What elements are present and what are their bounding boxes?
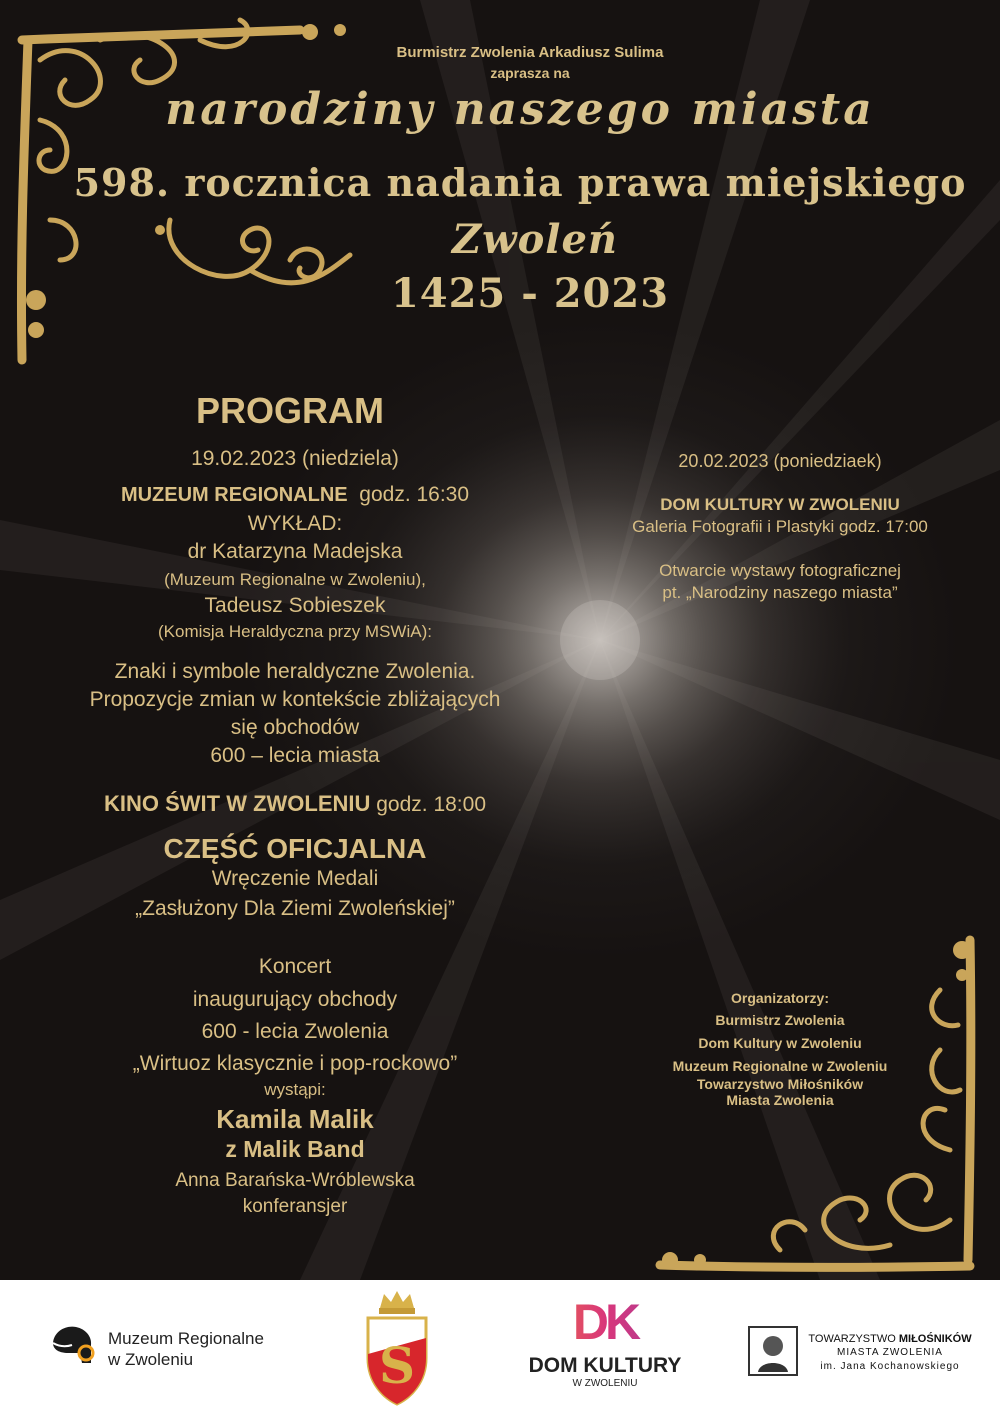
organizers: [620, 988, 940, 1108]
concert-line4: „Wirtuoz klasycznie i pop-rockowo”: [132, 1052, 458, 1075]
tm-line3: im. Jana Kochanowskiego: [820, 1361, 960, 1372]
dk-logo-mark: DK: [520, 1298, 690, 1346]
concert-line2: inaugurujący obchody: [192, 988, 398, 1011]
host-role: konferansjer: [242, 1196, 348, 1217]
dom-kultury-logo: [520, 1294, 690, 1389]
kochanowski-portrait-icon: [748, 1326, 798, 1376]
tm-logo-text: [805, 1332, 975, 1374]
organizer-item: Muzeum Regionalne w Zwoleniu: [672, 1058, 888, 1074]
dk-name: DOM KULTURY: [528, 1354, 682, 1377]
day1-block: [50, 446, 540, 1220]
day2-date: 20.02.2023 (poniedziaek): [678, 451, 882, 471]
footer-logos: [0, 1280, 1000, 1414]
dk-sub: W ZWOLENIU: [572, 1378, 638, 1389]
town-crest-icon: [362, 1288, 432, 1406]
speaker2: Tadeusz Sobieszek: [204, 594, 386, 617]
day2-block: [580, 450, 980, 604]
exhibit-line2: pt. „Narodziny naszego miasta”: [662, 583, 898, 602]
tm-line2: MIASTA ZWOLENIA: [837, 1347, 943, 1358]
organizer-item: Burmistrz Zwolenia: [715, 1012, 845, 1028]
topic-line1: Znaki i symbole heraldyczne Zwolenia.: [114, 660, 476, 683]
organizer-item: Towarzystwo Miłośników: [696, 1076, 864, 1092]
performs-label: wystąpi:: [264, 1080, 326, 1099]
program-day1: [40, 390, 550, 432]
exhibit-line1: Otwarcie wystawy fotograficznej: [659, 561, 901, 580]
tm-line1-b: MIŁOŚNIKÓW: [898, 1333, 972, 1345]
museum-line1: Muzeum Regionalne: [108, 1329, 264, 1348]
museum-logo-icon: [50, 1323, 100, 1369]
topic-line3: się obchodów: [230, 716, 360, 739]
organizer-item: Miasta Zwolenia: [726, 1092, 834, 1108]
speaker2-affiliation: (Komisja Heraldyczna przy MSWiA):: [158, 622, 432, 641]
host-name: Anna Barańska-Wróblewska: [175, 1170, 415, 1191]
venue2-name: KINO ŚWIT W ZWOLENIU: [103, 791, 371, 816]
host-line: Burmistrz Zwolenia Arkadiusz Sulima: [396, 44, 664, 61]
program-heading: PROGRAM: [196, 390, 384, 431]
speaker1-affiliation: (Muzeum Regionalne w Zwoleniu),: [164, 570, 426, 589]
venue1-name: MUZEUM REGIONALNE: [120, 484, 348, 506]
title-line1: narodziny naszego miasta: [165, 84, 875, 135]
performer2: z Malik Band: [225, 1136, 365, 1162]
speaker1: dr Katarzyna Madejska: [187, 540, 403, 563]
years: 1425 - 2023: [390, 270, 670, 317]
medals-line2: „Zasłużony Dla Ziemi Zwoleńskiej”: [135, 897, 455, 920]
organizer-item: Dom Kultury w Zwoleniu: [698, 1035, 862, 1051]
lecture-label: WYKŁAD:: [247, 512, 343, 535]
venue1-time: godz. 16:30: [359, 483, 470, 506]
topic-line2: Propozycje zmian w kontekście zbliżających: [89, 688, 501, 711]
concert-line3: 600 - lecia Zwolenia: [201, 1020, 389, 1043]
day2-venue: DOM KULTURY W ZWOLENIU: [660, 495, 900, 514]
tm-line1: [805, 1332, 975, 1346]
performer1: Kamila Malik: [216, 1104, 374, 1134]
organizers-label: Organizatorzy:: [730, 990, 829, 1006]
medals-line1: Wręczenie Medali: [211, 867, 379, 890]
venue1-line: [50, 482, 540, 508]
venue2-line: [50, 791, 540, 818]
invites-line: zaprasza na: [490, 65, 570, 81]
day2-gallery: Galeria Fotografii i Plastyki godz. 17:00: [632, 517, 928, 536]
concert-line1: Koncert: [258, 955, 332, 978]
venue2-time: godz. 18:00: [376, 793, 486, 816]
topic-line4: 600 – lecia miasta: [210, 744, 380, 767]
museum-line2: w Zwoleniu: [108, 1350, 194, 1369]
museum-logo-text: [108, 1328, 264, 1370]
crest-letter: S: [378, 1336, 416, 1395]
day1-date: 19.02.2023 (niedziela): [191, 447, 399, 470]
official-heading: CZĘŚĆ OFICJALNA: [163, 833, 427, 864]
title-line2: 598. rocznica nadania prawa miejskiego: [73, 160, 967, 205]
town-name: Zwoleń: [451, 216, 619, 263]
tm-line1-a: TOWARZYSTWO: [808, 1333, 899, 1345]
